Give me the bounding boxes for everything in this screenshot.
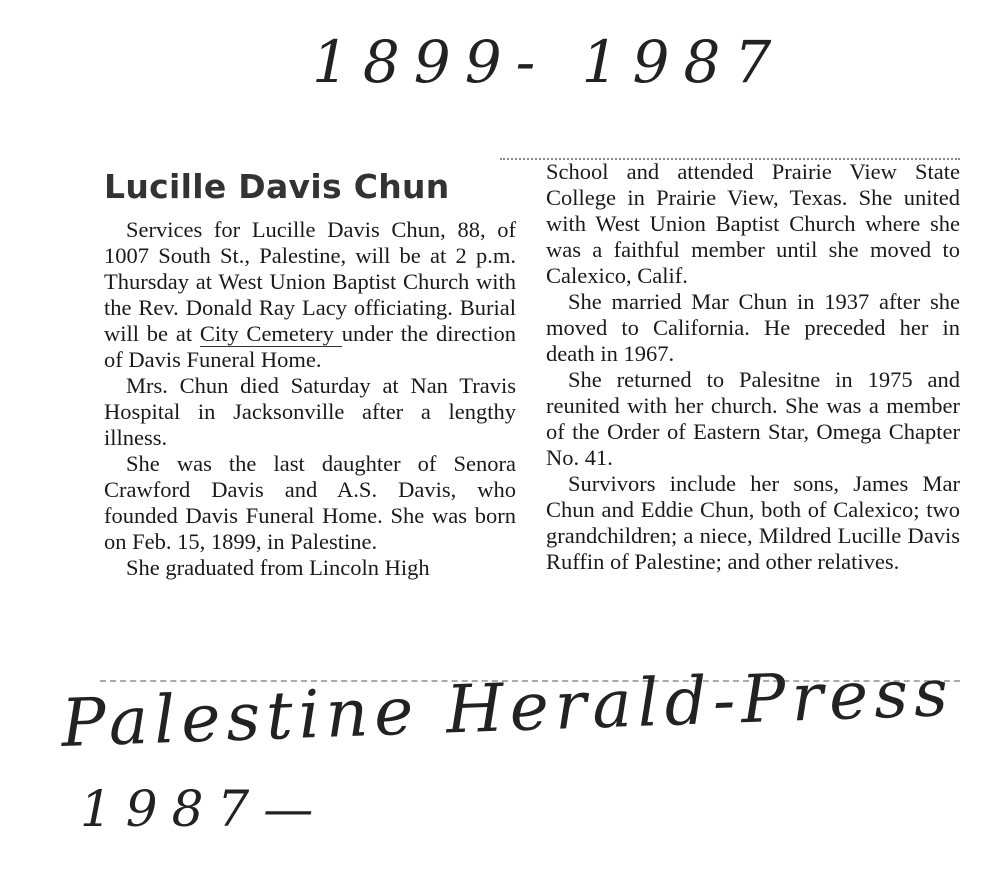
handwritten-years: 1899- 1987 (312, 28, 786, 96)
article-left-column (104, 155, 516, 581)
article-paragraph: Mrs. Chun died Saturday at Nan Travis Hospital in Jacksonville after a lengthy illness. (104, 373, 516, 450)
paragraph-text: under the direction of Davis Funeral Home. (104, 321, 516, 372)
article-paragraph (104, 217, 516, 373)
article-paragraph: Survivors include her sons, James Mar Chun and Eddie Chun, both of Calexico; two grandchildren; a niece, Mildred Lucille Davis Ruffin of Palestine; and other relatives. (546, 471, 960, 574)
handwritten-source: Palestine Herald-Press (60, 653, 956, 762)
paragraph-text: Services for Lucille Davis Chun, 88, of 1007 South St., Palestine, will be at 2 p.m. Thursday at West Union Baptist Church with the Rev. Donald Ray Lacy officiating. Burial will be at (104, 217, 516, 346)
underlined-text: City Cemetery (199, 321, 342, 346)
article-paragraph: She married Mar Chun in 1937 after she moved to California. He preceded her in death in 1967. (546, 289, 960, 366)
article-paragraph: She returned to Palesitne in 1975 and reunited with her church. She was a member of the Order of Eastern Star, Omega Chapter No. 41. (546, 367, 960, 470)
article-paragraph: She was the last daughter of Senora Crawford Davis and A.S. Davis, who founded Davis Funeral Home. She was born on Feb. 15, 1899, in Palestine. (104, 451, 516, 554)
newspaper-clipping (100, 155, 970, 675)
article-paragraph: School and attended Prairie View State College in Prairie View, Texas. She united with West Union Baptist Church where she was a faithful member until she moved to Calexico, Calif. (546, 159, 960, 288)
article-right-column (546, 159, 960, 575)
handwritten-year: 1987— (80, 780, 328, 838)
article-headline: Lucille Davis Chun (104, 167, 450, 206)
article-paragraph: She graduated from Lincoln High (126, 555, 430, 580)
